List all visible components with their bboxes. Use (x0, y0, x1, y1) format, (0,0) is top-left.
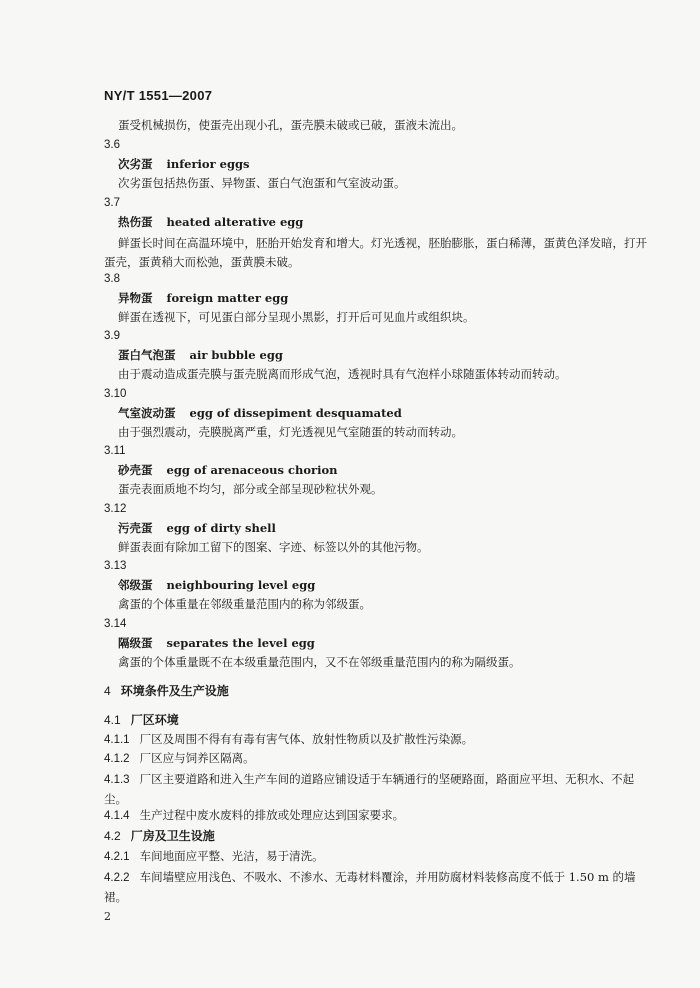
clause-item-number: 4.1.2 (104, 753, 130, 765)
term-en: egg of dirty shell (166, 521, 276, 535)
subsection-title: 厂区环境 (130, 713, 179, 727)
page-number: 2 (104, 910, 111, 923)
clause-number: 3.9 (104, 330, 120, 342)
term-definition: 鲜蛋长时间在高温环境中，胚胎开始发育和增大。灯光透视，胚胎膨胀，蛋白稀薄，蛋黄色泽发暗，打开蛋壳，蛋黄稍大而松弛，蛋黄膜未破。 (104, 236, 647, 269)
clause-number: 3.7 (104, 197, 120, 209)
term-zh: 砂壳蛋 (118, 463, 153, 477)
clause-item-text: 车间地面应平整、光洁，易于清洗。 (139, 849, 324, 863)
clause-item-number: 4.2.1 (104, 851, 130, 863)
section-title: 环境条件及生产设施 (120, 684, 229, 698)
standard-number: NY/T 1551—2007 (104, 88, 213, 103)
subsection-heading (104, 829, 215, 843)
clause-number: 3.10 (104, 388, 127, 400)
term-definition: 由于震动造成蛋壳膜与蛋壳脱离而形成气泡，透视时具有气泡样小球随蛋体转动而转动。 (118, 367, 567, 381)
clause-item-text: 车间墙壁应用浅色、不吸水、不渗水、无毒材料覆涂，并用防腐材料装修高度不低于 1.50 m 的墙裙。 (104, 870, 636, 904)
section-heading (104, 684, 229, 698)
term-en: separates the level egg (166, 636, 315, 650)
term-zh: 次劣蛋 (118, 157, 153, 171)
clause-item (104, 849, 324, 864)
term-title (118, 291, 288, 305)
clause-item-text: 厂区主要道路和进入生产车间的道路应铺设适于车辆通行的坚硬路面，路面应平坦、无积水、不起尘。 (104, 772, 635, 806)
term-title (118, 578, 315, 592)
term-title (118, 406, 402, 420)
clause-item (104, 868, 656, 907)
term-definition: 由于强烈震动，壳膜脱离严重，灯光透视见气室随蛋的转动而转动。 (118, 425, 463, 439)
clause-item-number: 4.2.2 (104, 872, 130, 884)
clause-number: 3.14 (104, 618, 127, 630)
term-title (118, 348, 283, 362)
term-title (118, 215, 303, 229)
term-en: heated alterative egg (166, 215, 304, 229)
term-en: egg of arenaceous chorion (166, 463, 338, 477)
clause-number: 3.8 (104, 273, 120, 285)
term-definition: 次劣蛋包括热伤蛋、异物蛋、蛋白气泡蛋和气室波动蛋。 (118, 176, 406, 190)
section-number: 4 (104, 684, 111, 698)
clause-item (104, 751, 255, 766)
term-zh: 隔级蛋 (118, 636, 153, 650)
term-definition: 蛋壳表面质地不均匀，部分或全部呈现砂粒状外观。 (118, 482, 383, 496)
subsection-heading (104, 713, 179, 727)
subsection-number: 4.2 (104, 829, 121, 843)
intro-text: 蛋受机械损伤，使蛋壳出现小孔，蛋壳膜未破或已破，蛋液未流出。 (118, 118, 463, 132)
clause-number: 3.12 (104, 503, 127, 515)
clause-number: 3.6 (104, 139, 120, 151)
clause-number: 3.13 (104, 560, 127, 572)
term-en: egg of dissepiment desquamated (189, 406, 402, 420)
term-en: neighbouring level egg (166, 578, 316, 592)
clause-item-text: 厂区及周围不得有有毒有害气体、放射性物质以及扩散性污染源。 (139, 732, 474, 746)
term-title (118, 521, 276, 535)
term-title (118, 157, 250, 171)
clause-item (104, 770, 656, 809)
term-title (118, 636, 315, 650)
term-definition: 鲜蛋在透视下，可见蛋白部分呈现小黑影，打开后可见血片或组织块。 (118, 310, 475, 324)
term-zh: 污壳蛋 (118, 521, 153, 535)
term-en: inferior eggs (166, 157, 250, 171)
clause-number: 3.11 (104, 445, 126, 457)
clause-item-text: 厂区应与饲养区隔离。 (139, 751, 255, 765)
clause-item-text: 生产过程中废水废料的排放或处理应达到国家要求。 (139, 808, 405, 822)
term-zh: 蛋白气泡蛋 (118, 348, 176, 362)
term-en: foreign matter egg (166, 291, 289, 305)
term-zh: 异物蛋 (118, 291, 153, 305)
term-definition: 禽蛋的个体重量在邻级重量范围内的称为邻级蛋。 (118, 597, 371, 611)
clause-item-number: 4.1.1 (104, 734, 130, 746)
clause-item-number: 4.1.4 (104, 810, 130, 822)
term-title (118, 463, 337, 477)
subsection-number: 4.1 (104, 713, 121, 727)
term-zh: 气室波动蛋 (118, 406, 176, 420)
term-definition: 鲜蛋表面有除加工留下的图案、字迹、标签以外的其他污物。 (118, 540, 429, 554)
term-definition: 禽蛋的个体重量既不在本级重量范围内，又不在邻级重量范围内的称为隔级蛋。 (118, 655, 521, 669)
subsection-title: 厂房及卫生设施 (130, 829, 215, 843)
term-zh: 邻级蛋 (118, 578, 153, 592)
clause-item (104, 732, 473, 747)
term-en: air bubble egg (189, 348, 283, 362)
clause-item (104, 808, 404, 823)
clause-item-number: 4.1.3 (104, 774, 130, 786)
term-zh: 热伤蛋 (118, 215, 153, 229)
